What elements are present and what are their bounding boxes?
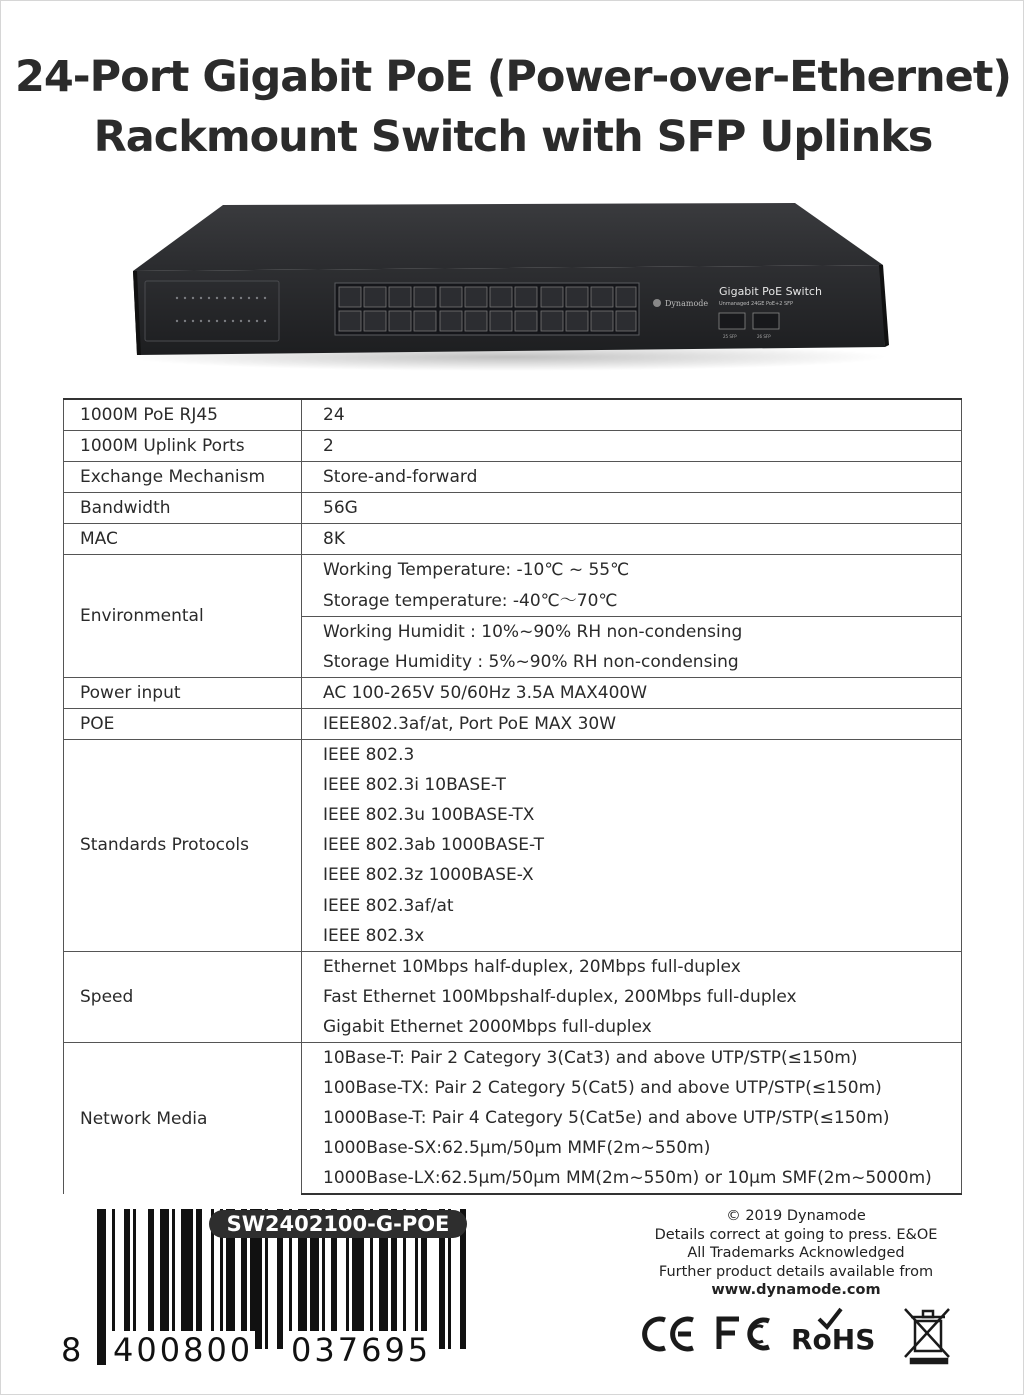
spec-value [302,677,962,708]
spec-value-line: IEEE 802.3ab 1000BASE-T [323,835,544,856]
spec-value-line: Fast Ethernet 100Mbpshalf-duplex, 200Mbps full-duplex [323,986,797,1007]
spec-value-line: 24 [323,405,345,425]
spec-row [64,1042,962,1073]
spec-value-line: IEEE 802.3x [323,925,425,946]
barcode-bar [124,1209,130,1349]
spec-value [302,1012,962,1043]
spec-label: Network Media [64,1042,302,1194]
spec-value-line: 10Base-T: Pair 2 Category 3(Cat3) and above UTP/STP(≤150m) [323,1047,858,1068]
spec-value-line: 56G [323,498,358,519]
spec-value [302,431,962,462]
disclaimer-text: Details correct at going to press. E&OE [654,1226,938,1243]
page-title [1,47,1024,167]
spec-value [302,647,962,678]
spec-value-line: 1000Base-LX:62.5μm/50μm MM(2m~550m) or 10μm SMF(2m~5000m) [323,1168,932,1189]
ce-mark-icon [645,1319,693,1349]
spec-value-line: 1000Base-T: Pair 4 Category 5(Cat5e) and above UTP/STP(≤150m) [323,1108,890,1129]
further-details-text: Further product details available from [658,1263,934,1280]
spec-value [302,891,962,921]
specifications-table [63,398,962,1195]
switch-brand-text: Dynamode [665,299,709,308]
barcode-bar [133,1209,136,1349]
title-line-1: 24-Port Gigabit PoE (Power-over-Ethernet) [14,52,1012,102]
spec-value [302,708,962,739]
spec-label: 1000M Uplink Ports [64,431,302,462]
barcode-bar [181,1209,193,1349]
barcode-digits-right: 037695 [291,1331,432,1369]
spec-value-line: IEEE 802.3z 1000BASE-X [323,865,534,886]
spec-value-line: Ethernet 10Mbps half-duplex, 20Mbps full-duplex [323,956,741,977]
barcode-digits-left: 400800 [113,1331,254,1369]
rohs-mark-icon [791,1309,875,1356]
sfp-port-25 [719,313,745,329]
spec-value [302,951,962,982]
spec-value-line: Working Temperature: -10℃ ~ 55℃ [323,560,630,581]
spec-value-line: Gigabit Ethernet 2000Mbps full-duplex [323,1016,652,1037]
spec-value-line: 100Base-TX: Pair 2 Category 5(Cat5) and above UTP/STP(≤150m) [323,1078,882,1099]
spec-value [302,616,962,647]
spec-value-line: Working Humidit : 10%~90% RH non-condensing [323,621,743,642]
spec-value [302,399,962,431]
spec-value-line: IEEE 802.3i 10BASE-T [323,775,506,796]
specifications-body [64,399,962,1194]
spec-row [64,708,962,739]
spec-label: Speed [64,951,302,1042]
rohs-text: RoHS [791,1323,876,1356]
spec-value [302,921,962,952]
spec-label: Environmental [64,555,302,677]
spec-value-line: IEEE 802.3 [323,745,415,766]
spec-value [302,1163,962,1194]
spec-label: Power input [64,677,302,708]
spec-value-line: 8K [323,529,345,550]
spec-value [302,555,962,586]
barcode-digit-prefix: 8 [61,1331,82,1369]
spec-value-line: 2 [323,436,334,457]
spec-value-line: Storage temperature: -40℃～70℃ [323,590,618,611]
spec-label: Exchange Mechanism [64,462,302,493]
spec-value [302,1103,962,1133]
spec-value [302,800,962,830]
spec-value [302,740,962,771]
spec-value [302,1073,962,1103]
barcode-bar [97,1209,106,1365]
spec-label: Bandwidth [64,493,302,524]
spec-row [64,555,962,586]
website-link[interactable]: www.dynamode.com [711,1282,881,1298]
switch-product-image [127,197,891,377]
rj45-port-block [335,283,639,335]
spec-row [64,677,962,708]
spec-value-line: 1000Base-SX:62.5μm/50μm MMF(2m~550m) [323,1138,711,1159]
spec-value-line: IEEE 802.3af/at [323,895,454,916]
spec-value [302,830,962,860]
spec-value [302,1133,962,1163]
spec-value [302,462,962,493]
barcode-bar [160,1209,169,1349]
barcode-bar [196,1209,202,1349]
dynamode-logo-icon [653,299,661,307]
sfp-port-26-label: 26 SFP [757,334,771,339]
switch-model-name: Gigabit PoE Switch [719,285,822,298]
spec-value-line: Storage Humidity : 5%~90% RH non-condensing [323,651,739,672]
barcode-bar [172,1209,175,1349]
switch-top-panel [133,203,883,271]
spec-label: MAC [64,524,302,555]
spec-row [64,493,962,524]
spec-value [302,982,962,1012]
copyright-text: © 2019 Dynamode [726,1208,866,1224]
title-line-2: Rackmount Switch with SFP Uplinks [93,112,933,162]
spec-value [302,586,962,617]
spec-value [302,524,962,555]
spec-value-line: Store-and-forward [323,467,478,488]
company-info [631,1207,961,1300]
sfp-port-26 [753,313,779,329]
spec-row [64,399,962,431]
sfp-port-25-label: 25 SFP [723,334,737,339]
spec-value-line: IEEE802.3af/at, Port PoE MAX 30W [323,713,617,734]
sku-badge: SW2402100-G-POE [209,1210,467,1238]
spec-value [302,770,962,800]
switch-illustration [127,197,891,377]
trademark-text: All Trademarks Acknowledged [687,1245,905,1261]
spec-row [64,951,962,982]
weee-bin-icon [905,1309,949,1363]
fcc-mark-icon [719,1319,769,1349]
spec-row [64,462,962,493]
spec-value-line: IEEE 802.3u 100BASE-TX [323,805,535,826]
spec-row [64,431,962,462]
spec-row [64,524,962,555]
spec-label: POE [64,708,302,739]
certification-marks [635,1299,955,1365]
spec-label: Standards Protocols [64,740,302,952]
spec-label: 1000M PoE RJ45 [64,399,302,431]
barcode-bar [148,1209,154,1349]
spec-value [302,860,962,890]
spec-value [302,1042,962,1073]
spec-row [64,740,962,771]
spec-value [302,493,962,524]
switch-model-subtitle: Unmanaged 24GE PoE+2 SFP [719,301,794,307]
spec-value-line: AC 100-265V 50/60Hz 3.5A MAX400W [323,682,648,703]
